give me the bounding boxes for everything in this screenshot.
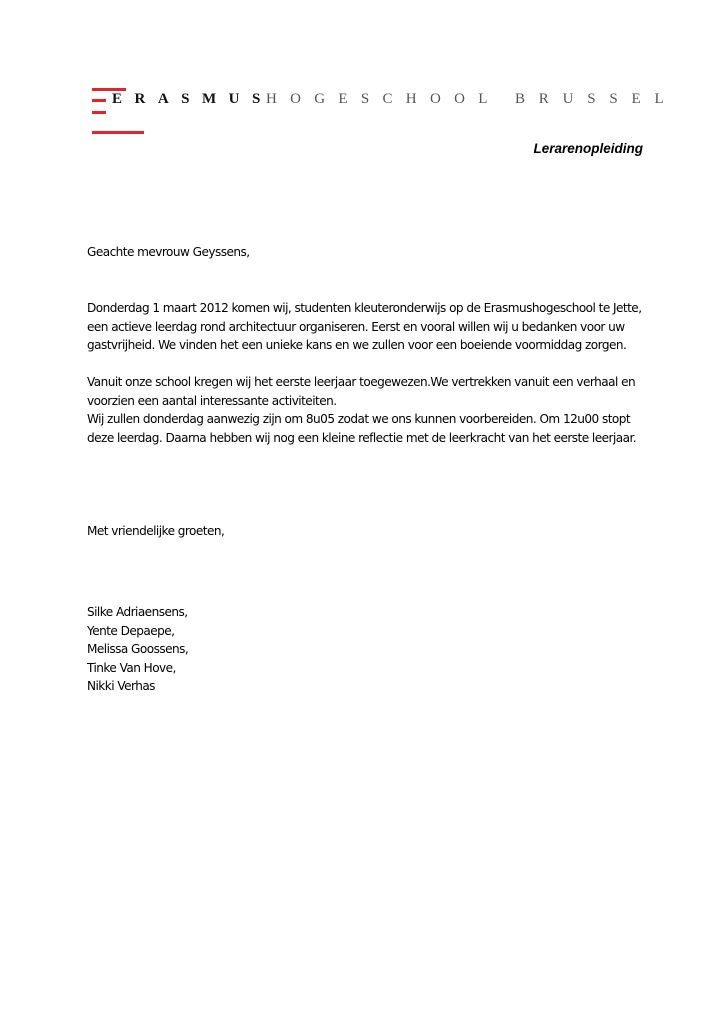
text-line: voorzien een aantal interessante activiteiten. bbox=[87, 393, 337, 408]
logo-stripe bbox=[92, 131, 144, 134]
signatory-name: Yente Depaepe, bbox=[87, 623, 175, 638]
signatory-name: Tinke Van Hove, bbox=[87, 660, 176, 675]
text-line: deze leerdag. Daarna hebben wij nog een kleine reflectie met de leerkracht van het eerste leerjaar. bbox=[87, 430, 637, 445]
text-line: gastvrijheid. We vinden het een unieke kans en we zullen voor een boeiende voormiddag zorgen. bbox=[87, 338, 627, 352]
salutation bbox=[87, 243, 667, 262]
text-line: een actieve leerdag rond architectuur organiseren. Eerst en vooral willen wij u bedanken voor uw bbox=[87, 319, 625, 334]
paragraph-1 bbox=[87, 299, 667, 355]
closing bbox=[87, 522, 667, 541]
signatory-name: Melissa Goossens, bbox=[87, 642, 189, 656]
text-line: Wij zullen donderdag aanwezig zijn om 8u05 zodat we ons kunnen voorbereiden. Om 12u00 stopt bbox=[87, 412, 631, 426]
logo-stripe bbox=[92, 111, 106, 114]
salutation-line: Geachte mevrouw Geyssens, bbox=[87, 245, 250, 259]
logo-word-erasmus: ERASMUS bbox=[112, 91, 273, 107]
signatory-name: Silke Adriaensens, bbox=[87, 605, 188, 619]
paragraph-2 bbox=[87, 373, 667, 447]
signatories bbox=[87, 603, 667, 696]
text-line: Donderdag 1 maart 2012 komen wij, studenten kleuteronderwijs op de Erasmushogeschool te Jette, bbox=[87, 301, 642, 315]
department-name: Lerarenopleiding bbox=[533, 141, 643, 156]
signatory-name: Nikki Verhas bbox=[87, 679, 155, 693]
text-line: Vanuit onze school kregen wij het eerste leerjaar toegewezen.We vertrekken vanuit een verhaal en bbox=[87, 375, 636, 389]
logo-stripe bbox=[92, 99, 106, 102]
logo-word-brussel: BRUSSEL bbox=[515, 91, 678, 107]
logo-word-hogeschool: HOGESCHOOL bbox=[266, 91, 501, 107]
closing-line: Met vriendelijke groeten, bbox=[87, 524, 225, 538]
